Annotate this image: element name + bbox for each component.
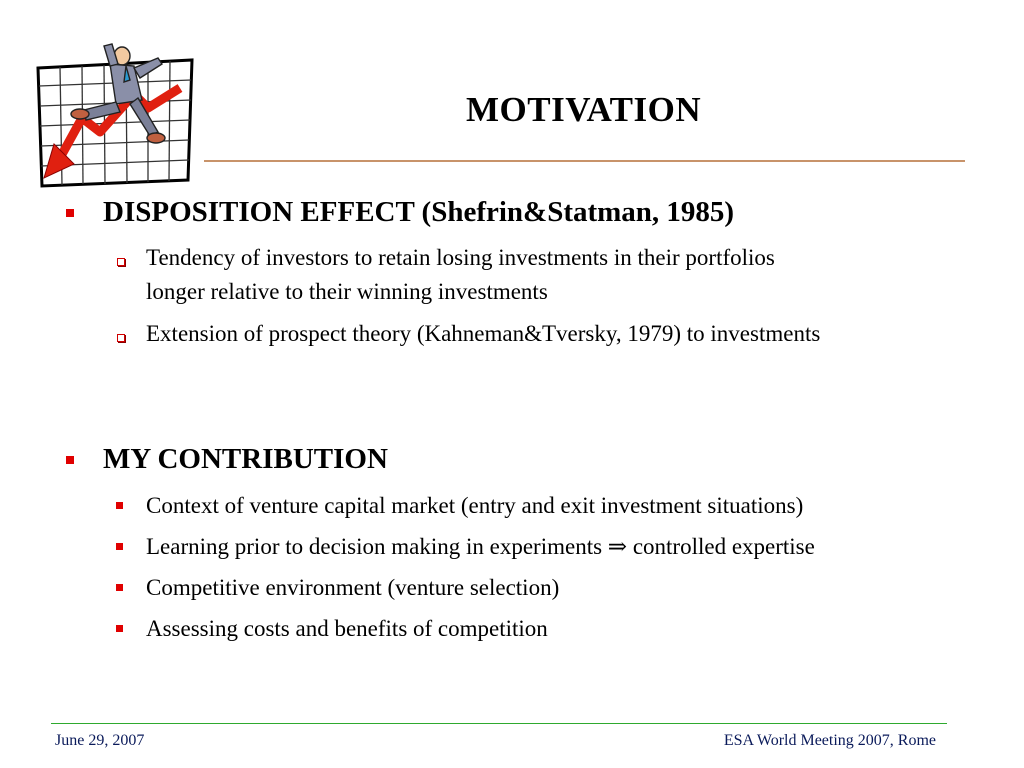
footer-divider: [51, 723, 947, 724]
list-item: Competitive environment (venture selection): [146, 575, 560, 600]
hollow-square-bullet-icon: [117, 334, 125, 342]
list-item: Assessing costs and benefits of competition: [146, 616, 548, 641]
square-bullet-icon: [116, 502, 123, 509]
square-bullet-icon: [116, 584, 123, 591]
section-bullet-icon: [66, 209, 74, 217]
section-heading-contribution: MY CONTRIBUTION: [103, 443, 388, 475]
footer-date: June 29, 2007: [55, 732, 145, 749]
list-item-continuation: longer relative to their winning investments: [146, 279, 548, 304]
falling-businessman-chart-icon: [30, 40, 202, 190]
footer-event: ESA World Meeting 2007, Rome: [723, 732, 936, 749]
slide-title: MOTIVATION: [466, 90, 702, 129]
list-item: Extension of prospect theory (Kahneman&Tversky, 1979) to investments: [146, 321, 821, 346]
hollow-square-bullet-icon: [117, 258, 125, 266]
square-bullet-icon: [116, 625, 123, 632]
list-item: Tendency of investors to retain losing investments in their portfolios: [146, 245, 775, 270]
section-bullet-icon: [66, 456, 74, 464]
title-divider: [204, 160, 965, 162]
list-item: Context of venture capital market (entry and exit investment situations): [146, 493, 804, 518]
list-item: Learning prior to decision making in experiments ⇒ controlled expertise: [146, 534, 815, 559]
section-heading-disposition: DISPOSITION EFFECT (Shefrin&Statman, 1985): [103, 196, 735, 228]
square-bullet-icon: [116, 543, 123, 550]
